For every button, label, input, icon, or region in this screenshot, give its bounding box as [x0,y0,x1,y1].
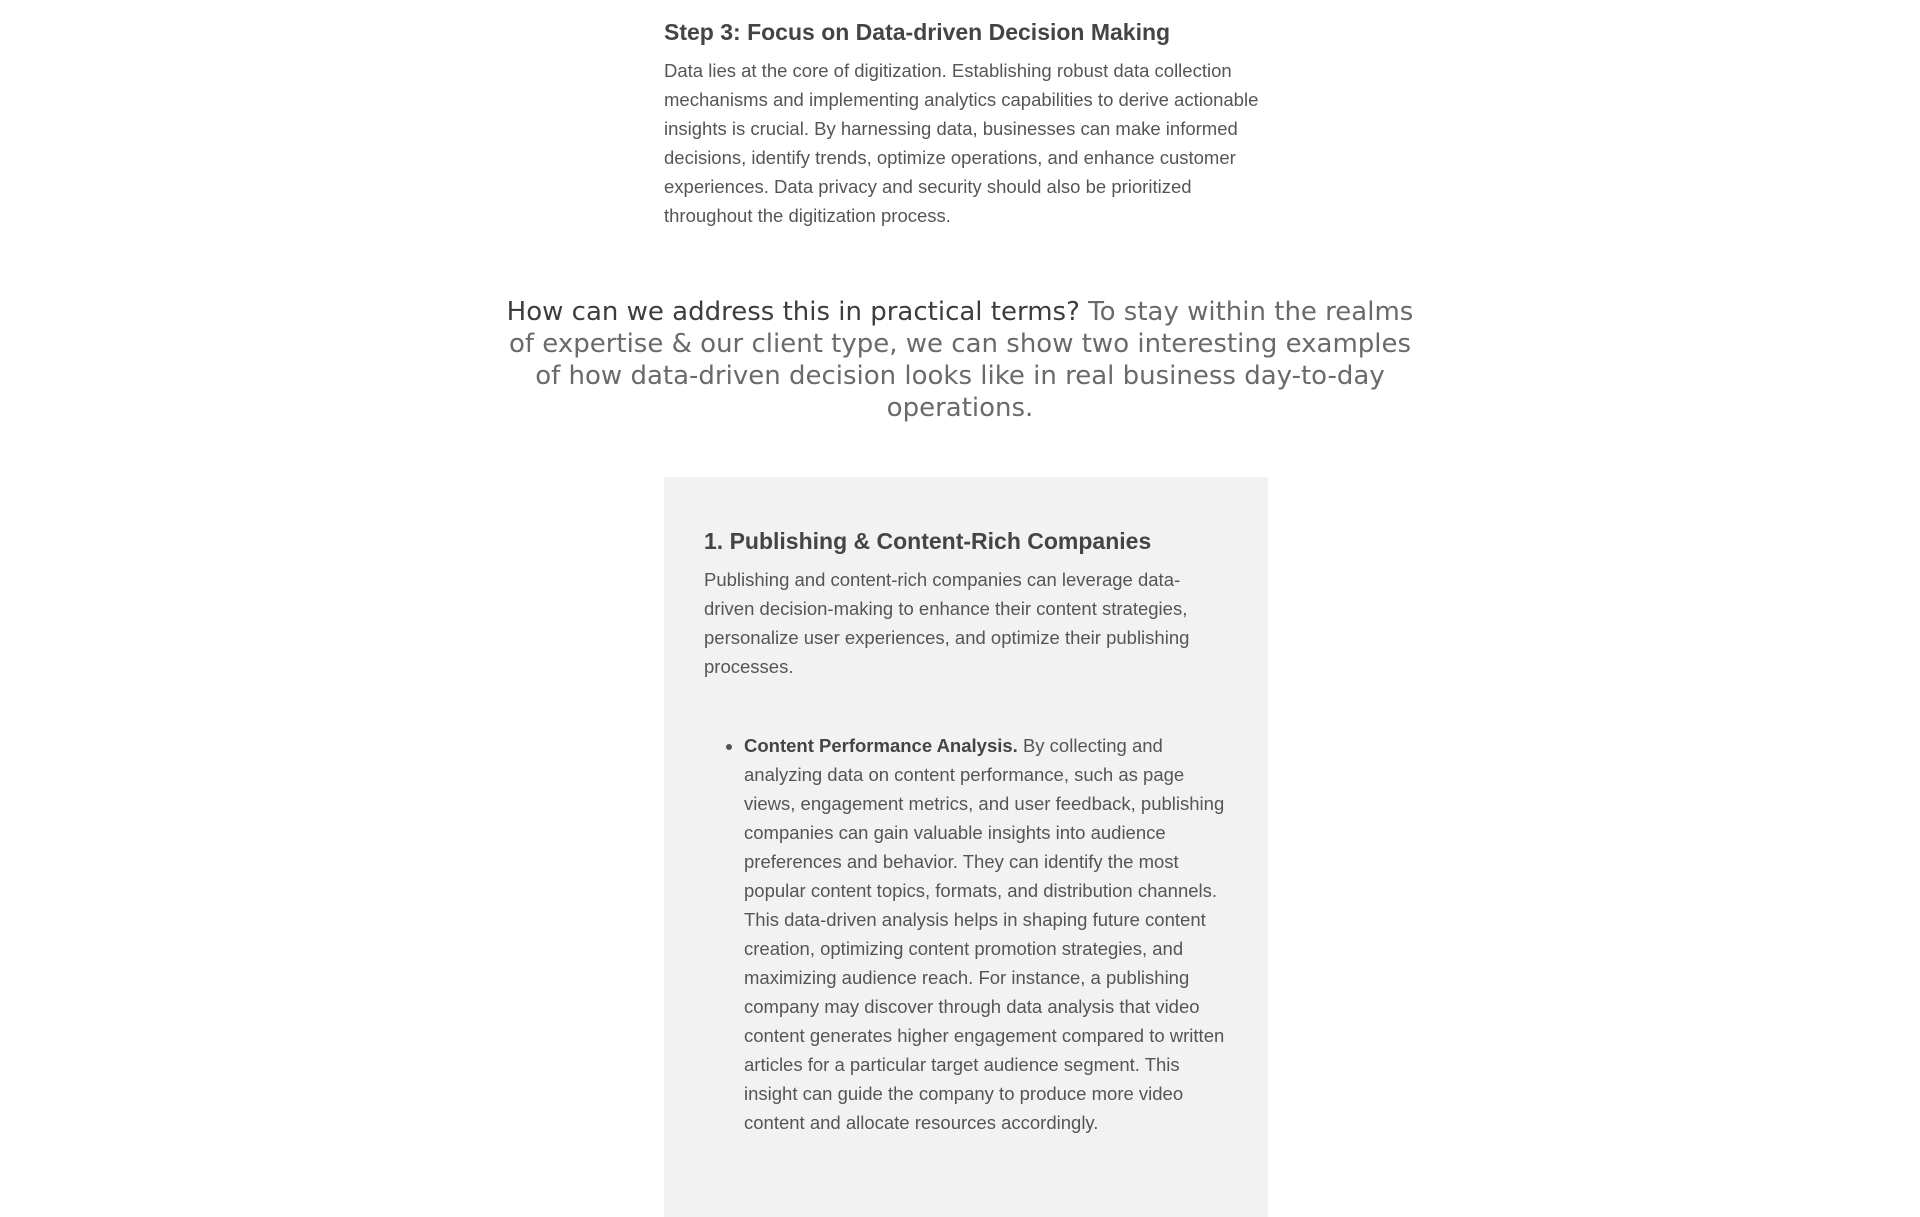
step-section [664,14,1268,230]
step-body: Data lies at the core of digitization. Establishing robust data collection mechanisms and implementing analytics capabilities to derive actionable insights is crucial. By harnessing data, businesses can make informed decisions, identify trends, optimize operations, and enhance customer experiences. Data privacy and security should also be prioritized throughout the digitization process. [664,60,1259,226]
question-lead: How can we address this in practical terms? [506,297,1080,327]
card-heading: 1. Publishing & Content-Rich Companies [704,528,1152,554]
step-heading: Step 3: Focus on Data-driven Decision Making [664,19,1171,45]
bullet-title: Content Performance Analysis. [744,735,1018,756]
card-body: Publishing and content-rich companies can leverage data-driven decision-making to enhance their content strategies, personalize user experiences, and optimize their publishing processes. [704,569,1190,677]
bullet-text: By collecting and analyzing data on content performance, such as page views, engagement metrics, and user feedback, publishing companies can gain valuable insights into audience preferences and behavior. They can identify the most popular content topics, formats, and distribution channels. This data-driven analysis helps in shaping future content creation, optimizing content promotion strategies, and maximizing audience reach. For instance, a publishing company may discover through data analysis that video content generates higher engagement compared to written articles for a particular target audience segment. This insight can guide the company to produce more video content and allocate resources accordingly. [744,735,1225,1133]
question-rest: To stay within the realms of expertise & our client type, we can show two interesting examples of how data-driven decision looks like in real business day-to-day operations. [508,297,1414,423]
example-card-publishing [664,477,1268,1217]
card-bullet-list [704,731,1228,1137]
practical-terms-question [500,296,1420,424]
list-item [744,731,1228,1137]
